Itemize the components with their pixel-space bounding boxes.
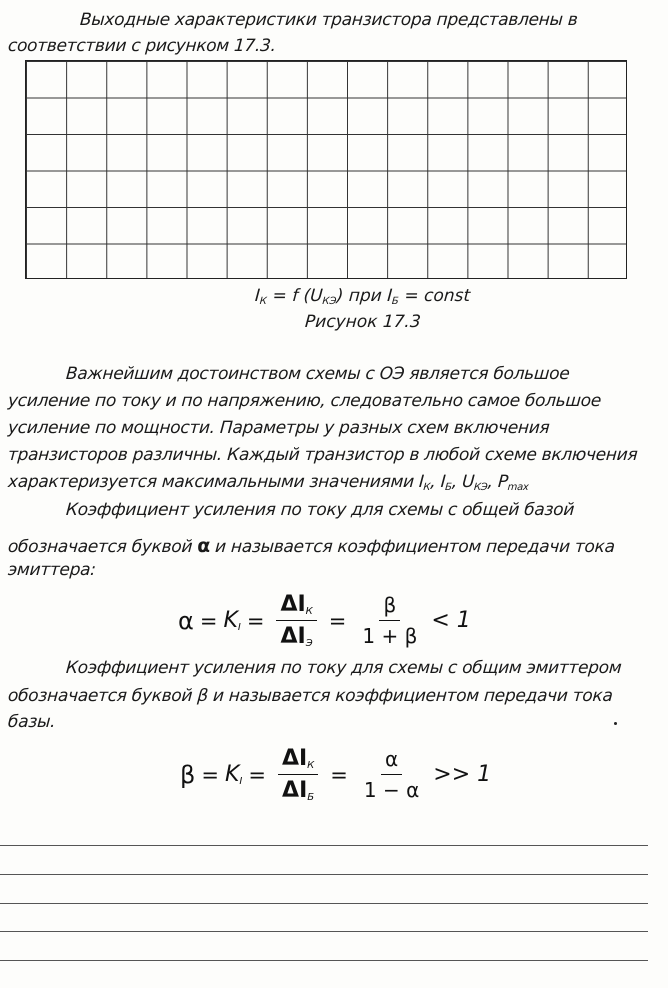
caption-sub: КЭ xyxy=(321,296,337,307)
p1-l5-text: , P xyxy=(487,472,509,492)
fraction-numerator xyxy=(278,746,318,775)
paragraph1-line-5 xyxy=(7,472,529,493)
formula-alpha xyxy=(178,592,471,649)
caption-part: I xyxy=(254,286,261,306)
caption-part: ) при I xyxy=(336,286,393,306)
p1-l5-sub: К xyxy=(422,482,431,493)
p1-l5-text: , I xyxy=(429,472,447,492)
formula-fraction-alpha xyxy=(360,747,423,802)
intro-line-1: Выходные характеристики транзистора представлены в xyxy=(79,10,579,30)
paragraph3-line-1: Коэффициент усиления по току для схемы с общим эмиттером xyxy=(65,658,623,678)
blank-rule xyxy=(0,903,648,904)
paragraph2-line-3: эмиттера: xyxy=(7,560,97,580)
paragraph2-line-2 xyxy=(7,535,615,557)
blank-rule xyxy=(0,874,648,875)
p2-l2-text: обозначается буквой xyxy=(7,537,198,557)
formula-equals: = xyxy=(248,762,266,787)
fraction-numerator: α xyxy=(381,747,402,775)
numerator-text: ΔI xyxy=(281,746,308,771)
paragraph2-line-1: Коэффициент усиления по току для схемы с общей базой xyxy=(65,500,575,520)
denominator-text: ΔI xyxy=(282,778,308,803)
stray-dot xyxy=(614,722,617,725)
intro-line-2: соответствии с рисунком 17.3. xyxy=(7,36,277,56)
p1-l5-text: , U xyxy=(451,472,475,492)
alpha-symbol: α xyxy=(196,535,211,557)
figure-formula-caption xyxy=(254,286,471,307)
fraction-denominator xyxy=(277,621,317,649)
formula-equals: = xyxy=(330,762,348,787)
formula-tail: < 1 xyxy=(431,608,471,633)
formula-k-sub: I xyxy=(237,622,241,633)
p1-l5-sub: max xyxy=(507,482,529,493)
blank-rule xyxy=(0,960,648,961)
caption-sub: Б xyxy=(391,296,400,307)
paragraph1-line-2: усиление по току и по напряжению, следовательно самое большое xyxy=(7,391,602,411)
fraction-numerator xyxy=(276,592,316,621)
formula-beta xyxy=(180,746,491,803)
formula-fraction-beta xyxy=(358,593,421,648)
caption-part: = f (U xyxy=(266,286,324,306)
paragraph3-line-3: базы. xyxy=(7,712,56,732)
formula-k-letter: K xyxy=(223,608,238,633)
formula-beta-lhs: β xyxy=(180,760,196,789)
formula-tail: >> 1 xyxy=(433,762,492,787)
paragraph1-line-4: транзисторов различны. Каждый транзистор в любой схеме включения xyxy=(7,445,639,465)
formula-equals: = xyxy=(328,608,347,633)
denominator-sub: Б xyxy=(307,792,315,803)
p1-l5-sub: КЭ xyxy=(473,482,488,493)
formula-k-sub: I xyxy=(239,776,243,787)
p2-l2-text: и называется коэффициентом передачи тока xyxy=(209,537,616,557)
formula-equals: = xyxy=(246,608,265,633)
paragraph3-line-2: обозначается буквой β и называется коэффициентом передачи тока xyxy=(7,686,614,706)
formula-equals: = xyxy=(201,762,219,787)
figure-grid xyxy=(25,60,627,279)
caption-part: = const xyxy=(398,286,471,306)
p1-l5-text: характеризуется максимальными значениями I xyxy=(7,472,425,492)
denominator-text: ΔI xyxy=(280,624,306,649)
formula-alpha-lhs: α xyxy=(178,606,194,635)
caption-sub: К xyxy=(259,296,268,307)
fraction-denominator xyxy=(278,775,318,803)
formula-fraction-delta xyxy=(276,592,316,649)
fraction-numerator: β xyxy=(379,593,400,621)
numerator-sub: К xyxy=(305,606,313,617)
formula-k xyxy=(225,762,242,787)
formula-k xyxy=(223,608,240,633)
paragraph1-line-1: Важнейшим достоинством схемы с ОЭ является большое xyxy=(65,364,571,384)
figure-label: Рисунок 17.3 xyxy=(304,312,422,332)
blank-rule xyxy=(0,845,648,846)
formula-k-letter: K xyxy=(224,762,240,787)
blank-rule xyxy=(0,931,648,932)
fraction-denominator: 1 + β xyxy=(362,624,418,648)
formula-equals: = xyxy=(199,608,218,633)
numerator-text: ΔI xyxy=(280,592,306,617)
paragraph1-line-3: усиление по мощности. Параметры у разных схем включения xyxy=(7,418,551,438)
formula-fraction-delta xyxy=(278,746,318,803)
numerator-sub: К xyxy=(307,760,315,771)
p1-l5-sub: Б xyxy=(444,482,452,493)
fraction-denominator: 1 − α xyxy=(363,778,420,802)
denominator-sub: Э xyxy=(305,638,313,649)
